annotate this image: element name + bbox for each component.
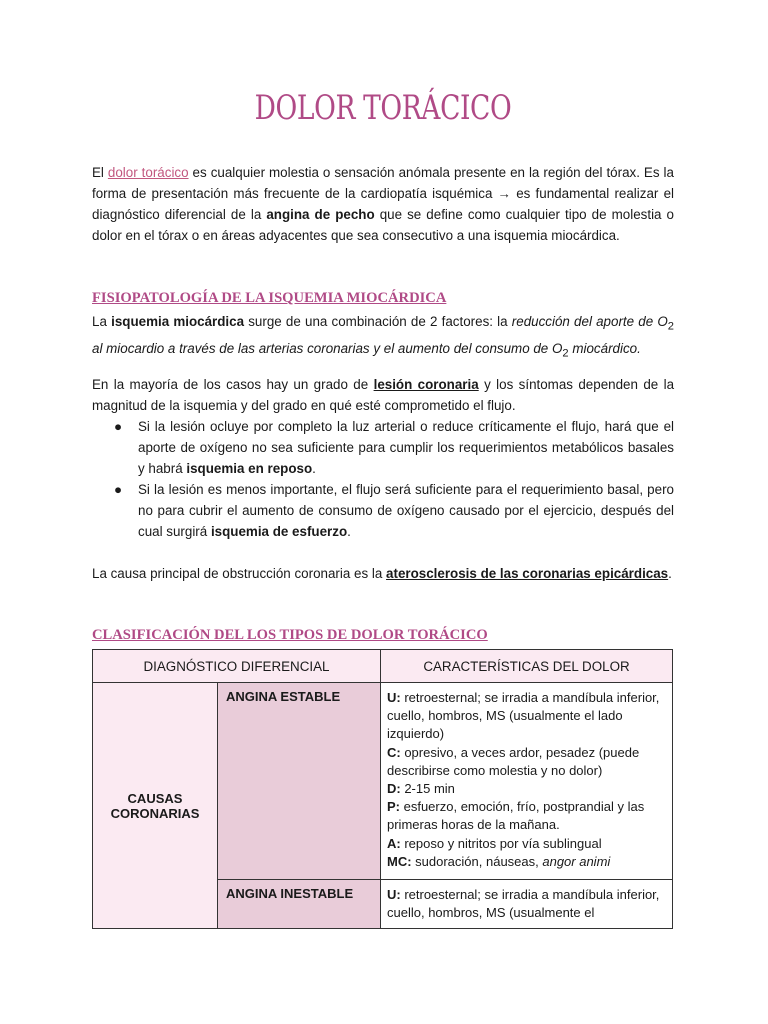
lesion-coronaria-bold: lesión coronaria bbox=[373, 377, 479, 392]
bullet-bold: isquemia en reposo bbox=[186, 461, 313, 476]
para-italic: miocárdico. bbox=[568, 340, 641, 356]
para-italic: al miocardio a través de las arterias coronarias y el aumento del consumo de O bbox=[92, 340, 563, 356]
desc-text: opresivo, a veces ardor, pesadez (puede describirse como molestia y no dolor) bbox=[387, 744, 640, 778]
type-cell: ANGINA INESTABLE bbox=[218, 880, 381, 929]
angina-bold: angina de pecho bbox=[266, 207, 375, 222]
desc-line bbox=[387, 835, 666, 853]
desc-label: D: bbox=[387, 781, 401, 797]
desc-italic: angor animi bbox=[542, 853, 611, 869]
para-text: La causa principal de obstrucción coronaria es la bbox=[92, 566, 387, 581]
list-item bbox=[92, 416, 674, 479]
isquemia-bold: isquemia miocárdica bbox=[111, 314, 245, 329]
column-header-caracteristicas: CARACTERÍSTICAS DEL DOLOR bbox=[381, 650, 673, 683]
section-heading-clasificacion: CLASIFICACIÓN DEL LOS TIPOS DE DOLOR TORÁCICO bbox=[92, 627, 488, 643]
classification-table bbox=[92, 649, 673, 929]
group-cell-causas-coronarias bbox=[93, 683, 218, 929]
para-text: . bbox=[668, 566, 672, 581]
intro-text: que se define como cualquier tipo de molestia o dolor en el tórax o en áreas adyacentes que sea consecutivo a una isquemia miocárdica. bbox=[92, 207, 674, 243]
subscript: 2 bbox=[562, 347, 569, 360]
subscript: 2 bbox=[667, 320, 674, 333]
desc-line bbox=[387, 744, 666, 780]
desc-line bbox=[387, 798, 666, 834]
desc-label: A: bbox=[387, 835, 401, 851]
section-heading-fisiopatologia: FISIOPATOLOGÍA DE LA ISQUEMIA MIOCÁRDICA bbox=[92, 290, 447, 306]
table-row bbox=[93, 683, 673, 880]
para-text: La bbox=[92, 314, 112, 329]
causa-paragraph bbox=[92, 563, 674, 584]
desc-line bbox=[387, 853, 666, 871]
description-cell bbox=[381, 880, 673, 929]
bullet-list bbox=[92, 416, 674, 542]
description-cell bbox=[381, 683, 673, 880]
desc-text: 2-15 min bbox=[400, 781, 455, 797]
desc-text: retroesternal; se irradia a mandíbula inferior, cuello, hombros, MS (usualmente el bbox=[387, 887, 660, 921]
aterosclerosis-bold: aterosclerosis de las coronarias epicárdicas bbox=[386, 566, 669, 581]
desc-line bbox=[387, 689, 666, 744]
desc-text: retroesternal; se irradia a mandíbula inferior, cuello, hombros, MS (usualmente el lado izquierdo) bbox=[387, 690, 660, 742]
desc-line bbox=[387, 780, 666, 798]
intro-paragraph bbox=[92, 162, 674, 246]
table-header-row bbox=[93, 650, 673, 683]
bullet-icon: ● bbox=[114, 482, 123, 497]
desc-line bbox=[387, 886, 666, 922]
bullet-bold: isquemia de esfuerzo bbox=[210, 524, 348, 539]
lesion-paragraph bbox=[92, 374, 674, 416]
desc-text: reposo y nitritos por vía sublingual bbox=[400, 835, 602, 851]
intro-text: es cualquier molestia o sensación anómala presente en la región del tórax. Es la forma de presentación más frecuente de la cardiopatía isquémica → es fundamental realizar el diagnóstico diferencial de la bbox=[92, 165, 674, 222]
desc-text: sudoración, náuseas, bbox=[411, 853, 543, 869]
desc-label: U: bbox=[387, 887, 401, 902]
list-item bbox=[92, 479, 674, 542]
type-cell: ANGINA ESTABLE bbox=[218, 683, 381, 880]
bullet-text: . bbox=[347, 524, 351, 539]
desc-text: esfuerzo, emoción, frío, postprandial y las primeras horas de la mañana. bbox=[387, 799, 645, 833]
bullet-icon: ● bbox=[114, 419, 123, 434]
page-title: DOLOR TORÁCICO bbox=[254, 88, 512, 128]
desc-label: P: bbox=[387, 799, 400, 815]
desc-label: U: bbox=[387, 690, 401, 705]
para-text: y los síntomas dependen de la magnitud de la isquemia y del grado en qué esté comprometido el flujo. bbox=[92, 377, 675, 413]
para-text: surge de una combinación de 2 factores: la bbox=[244, 314, 512, 329]
dolor-toracico-link[interactable]: dolor torácico bbox=[107, 165, 189, 180]
group-label: CAUSAS CORONARIAS bbox=[110, 790, 200, 821]
bullet-text: Si la lesión es menos importante, el flujo será suficiente para el requerimiento basal, pero no para cubrir el aumento de consumo de oxígeno causado por el ejercicio, después del cual surgirá bbox=[138, 482, 674, 539]
desc-label: C: bbox=[387, 744, 401, 760]
para-italic: reducción del aporte de O bbox=[511, 314, 668, 329]
bullet-text: Si la lesión ocluye por completo la luz arterial o reduce críticamente el flujo, hará que el aporte de oxígeno no sea suficiente para cumplir los requerimientos metabólicos basales y habrá bbox=[138, 419, 674, 476]
bullet-text: . bbox=[312, 461, 316, 476]
para-text: En la mayoría de los casos hay un grado de bbox=[92, 377, 374, 392]
intro-text: El bbox=[92, 165, 108, 180]
isquemia-paragraph bbox=[92, 311, 674, 364]
desc-label: MC: bbox=[387, 853, 412, 869]
column-header-diagnostico: DIAGNÓSTICO DIFERENCIAL bbox=[93, 650, 381, 683]
